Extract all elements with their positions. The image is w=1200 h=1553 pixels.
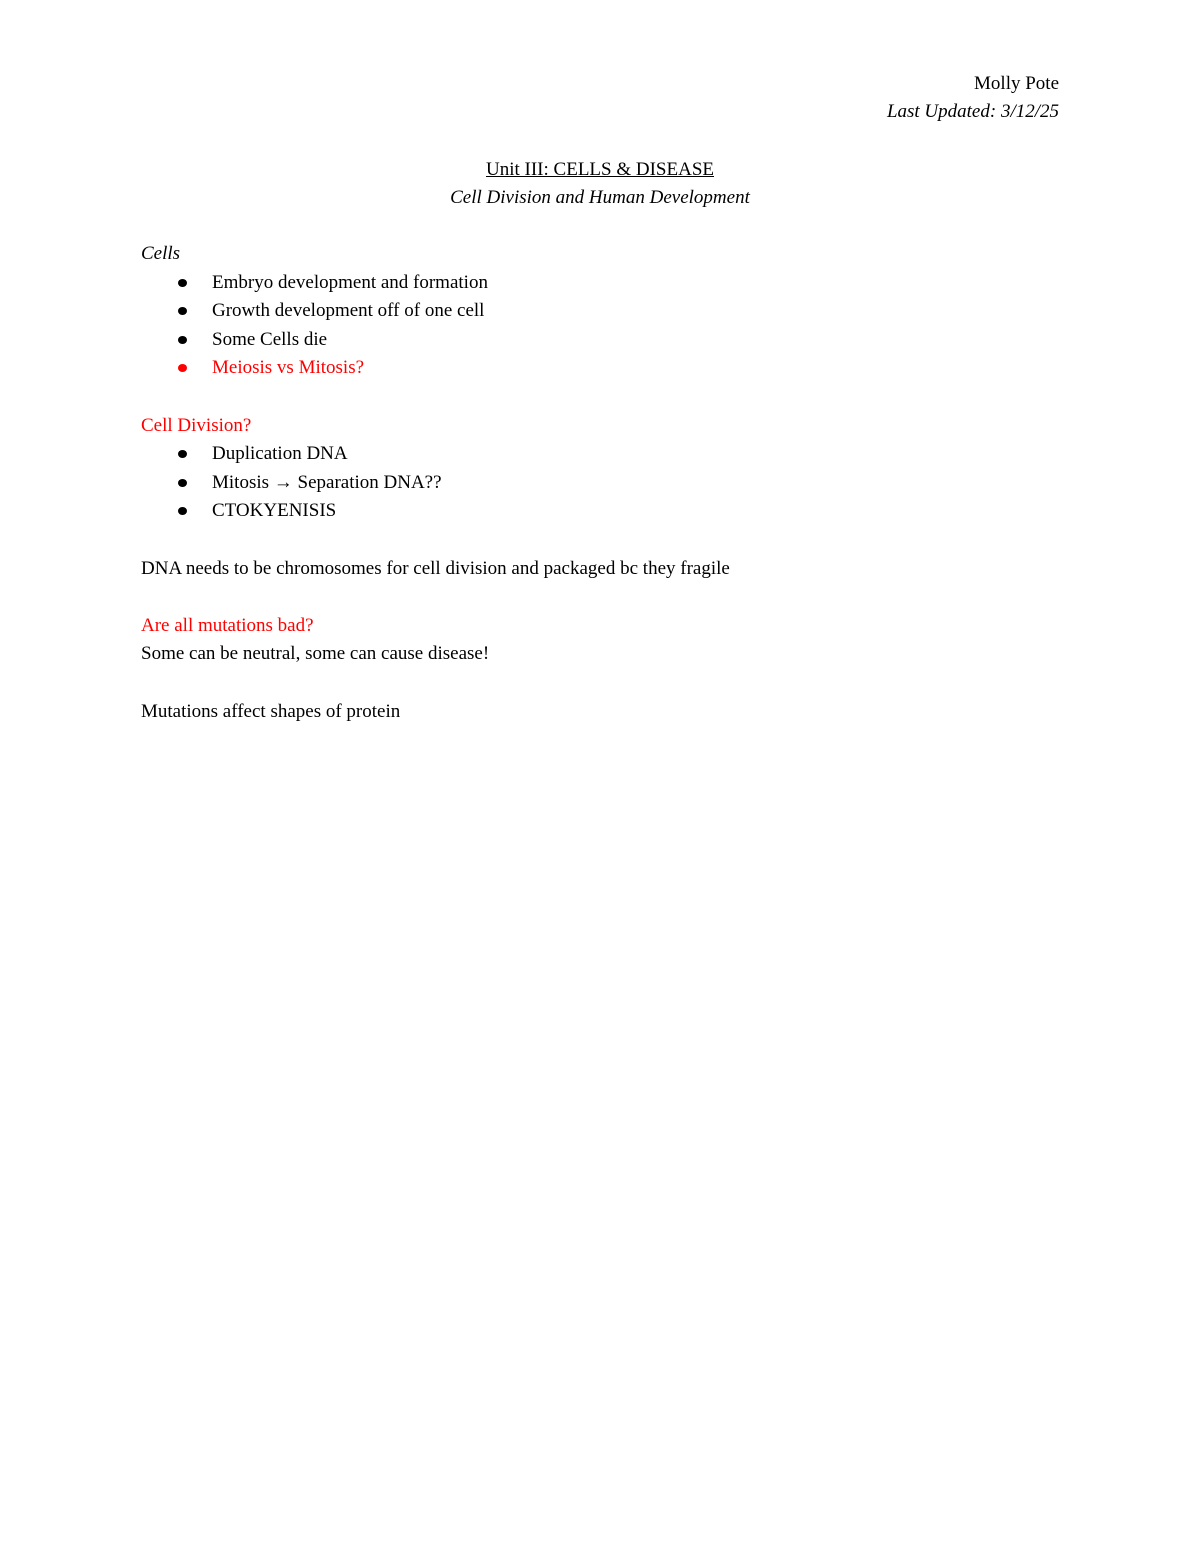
title-block bbox=[0, 156, 1200, 212]
bullet-icon bbox=[178, 307, 187, 315]
list-item-text: Duplication DNA bbox=[212, 443, 348, 465]
bullet-icon bbox=[178, 364, 187, 372]
list-item bbox=[141, 297, 1061, 326]
cells-list bbox=[141, 269, 1061, 383]
bullet-icon bbox=[178, 479, 187, 487]
list-item bbox=[141, 354, 1061, 383]
notes-body bbox=[141, 240, 1061, 726]
cell-division-heading: Cell Division? bbox=[141, 414, 252, 436]
mutations-question: Are all mutations bad? bbox=[141, 614, 314, 636]
list-item bbox=[141, 269, 1061, 298]
list-item-text: Growth development off of one cell bbox=[212, 300, 485, 322]
spacer bbox=[141, 383, 1061, 412]
last-updated-date: Last Updated: 3/12/25 bbox=[886, 101, 1059, 122]
list-item-text: Meiosis vs Mitosis? bbox=[212, 357, 365, 379]
list-item bbox=[141, 326, 1061, 355]
list-item-text: Some Cells die bbox=[212, 328, 328, 350]
spacer bbox=[141, 526, 1061, 555]
protein-note: Mutations affect shapes of protein bbox=[141, 700, 401, 722]
document-header bbox=[887, 70, 1059, 126]
unit-title: Unit III: CELLS & DISEASE bbox=[486, 159, 714, 180]
cell-division-list bbox=[141, 440, 1061, 526]
bullet-icon bbox=[178, 507, 187, 515]
bullet-icon bbox=[178, 279, 187, 287]
spacer bbox=[141, 669, 1061, 698]
bullet-icon bbox=[178, 336, 187, 344]
cells-heading: Cells bbox=[141, 243, 181, 264]
list-item-text: CTOKYENISIS bbox=[212, 500, 337, 522]
list-item bbox=[141, 497, 1061, 526]
unit-subtitle: Cell Division and Human Development bbox=[450, 187, 750, 208]
author-name: Molly Pote bbox=[974, 73, 1059, 94]
dna-note: DNA needs to be chromosomes for cell division and packaged bc they fragile bbox=[141, 557, 730, 579]
list-item bbox=[141, 469, 1061, 498]
spacer bbox=[141, 583, 1061, 612]
list-item-text: Mitosis → Separation DNA?? bbox=[212, 471, 442, 493]
list-item-text: Embryo development and formation bbox=[212, 271, 488, 293]
mutations-answer: Some can be neutral, some can cause disease! bbox=[141, 643, 490, 665]
list-item bbox=[141, 440, 1061, 469]
bullet-icon bbox=[178, 450, 187, 458]
